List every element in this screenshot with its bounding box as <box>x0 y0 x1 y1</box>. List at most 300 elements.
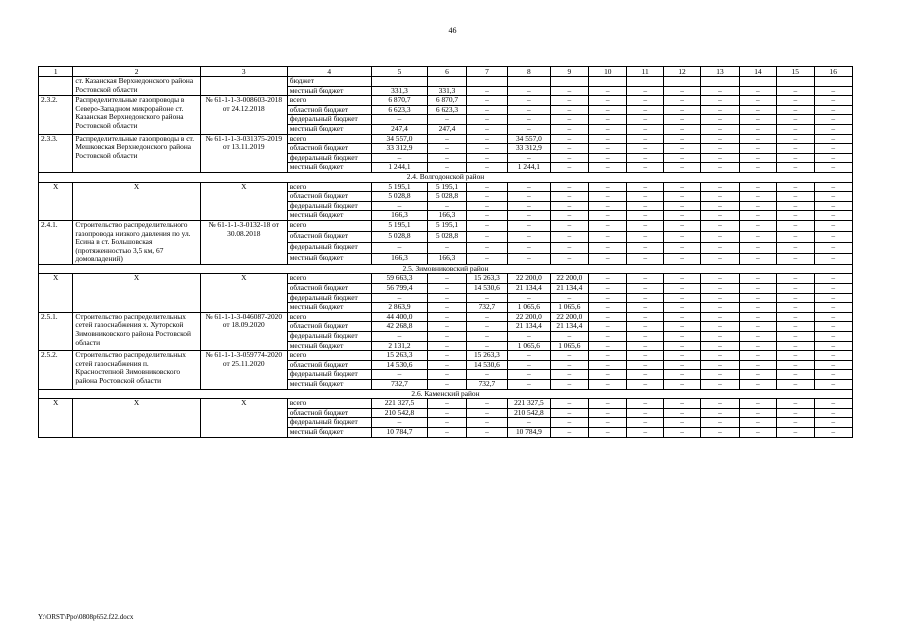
amount-cell: – <box>701 408 739 418</box>
amount-cell: – <box>663 370 700 380</box>
funding-source: местный бюджет <box>287 303 371 313</box>
amount-cell: 33 312,9 <box>371 144 428 154</box>
amount-cell: – <box>739 408 776 418</box>
amount-cell: – <box>627 322 663 332</box>
amount-cell: – <box>663 274 700 284</box>
amount-cell: – <box>739 96 776 106</box>
amount-cell: – <box>627 360 663 370</box>
funding-source: федеральный бюджет <box>287 201 371 211</box>
amount-cell: – <box>663 201 700 211</box>
amount-cell: – <box>550 192 588 202</box>
amount-cell: – <box>428 242 466 253</box>
amount-cell: 5 195,1 <box>428 220 466 231</box>
funding-source: всего <box>287 96 371 106</box>
amount-cell: – <box>428 370 466 380</box>
amount-cell: – <box>701 105 739 115</box>
amount-cell: – <box>777 105 814 115</box>
funding-source: местный бюджет <box>287 427 371 437</box>
amount-cell: – <box>508 360 550 370</box>
table-row <box>39 220 853 231</box>
expertise-ref: Х <box>200 399 287 437</box>
amount-cell: – <box>663 253 700 264</box>
funding-source: федеральный бюджет <box>287 370 371 380</box>
amount-cell: – <box>627 303 663 313</box>
amount-cell: 2 131,2 <box>371 341 428 351</box>
amount-cell: 6 623,3 <box>428 105 466 115</box>
item-name: Строительство распределительных сетей газоснабжения х. Хуторской Зимовниковского района Ростовской области <box>73 312 200 350</box>
expertise-ref: № 61-1-1-3-031375-2019 от 13.11.2019 <box>200 134 287 172</box>
amount-cell: – <box>508 220 550 231</box>
amount-cell: 1 065,6 <box>508 303 550 313</box>
amount-cell: – <box>701 341 739 351</box>
amount-cell: – <box>663 96 700 106</box>
funding-source: всего <box>287 312 371 322</box>
amount-cell: 21 134,4 <box>550 322 588 332</box>
item-name: Х <box>73 274 200 312</box>
amount-cell: – <box>777 134 814 144</box>
amount-cell: – <box>428 163 466 173</box>
amount-cell: – <box>739 105 776 115</box>
amount-cell: – <box>508 211 550 221</box>
amount-cell: – <box>371 370 428 380</box>
amount-cell: – <box>663 134 700 144</box>
amount-cell: – <box>550 380 588 390</box>
amount-cell: 10 784,9 <box>508 427 550 437</box>
funding-source: всего <box>287 399 371 409</box>
amount-cell: – <box>663 182 700 192</box>
header-cell: 5 <box>371 67 428 77</box>
amount-cell: – <box>814 242 853 253</box>
header-cell: 7 <box>466 67 507 77</box>
item-name: Распределительные газопроводы в Северо-Западном микрорайоне ст. Казанская Верхнедонского района Ростовской области <box>73 96 200 134</box>
amount-cell: 22 200,0 <box>550 312 588 322</box>
amount-cell: – <box>466 293 507 303</box>
amount-cell: – <box>589 134 627 144</box>
amount-cell: – <box>701 427 739 437</box>
header-cell: 15 <box>777 67 814 77</box>
amount-cell: – <box>508 201 550 211</box>
amount-cell: – <box>739 182 776 192</box>
amount-cell: – <box>627 351 663 361</box>
amount-cell: – <box>777 370 814 380</box>
amount-cell: – <box>814 134 853 144</box>
amount-cell: – <box>814 332 853 342</box>
amount-cell: – <box>466 341 507 351</box>
amount-cell: – <box>371 418 428 428</box>
amount-cell: – <box>627 253 663 264</box>
item-name: Распределительные газопроводы в ст. Мешковская Верхнедонского района Ростовской области <box>73 134 200 172</box>
amount-cell: – <box>466 115 507 125</box>
amount-cell: – <box>371 332 428 342</box>
item-number: 2.5.1. <box>39 312 73 350</box>
amount-cell: – <box>777 274 814 284</box>
amount-cell: 1 244,1 <box>508 163 550 173</box>
amount-cell: – <box>739 351 776 361</box>
amount-cell: – <box>466 220 507 231</box>
header-cell: 9 <box>550 67 588 77</box>
header-cell: 14 <box>739 67 776 77</box>
amount-cell: – <box>701 242 739 253</box>
amount-cell: – <box>589 427 627 437</box>
amount-cell: – <box>777 163 814 173</box>
amount-cell: – <box>508 293 550 303</box>
amount-cell: – <box>550 399 588 409</box>
amount-cell: 59 663,3 <box>371 274 428 284</box>
funding-source: всего <box>287 134 371 144</box>
table-row <box>39 77 853 87</box>
funding-source: областной бюджет <box>287 360 371 370</box>
amount-cell: – <box>508 192 550 202</box>
amount-cell: – <box>663 211 700 221</box>
amount-cell: – <box>739 427 776 437</box>
amount-cell: – <box>550 144 588 154</box>
amount-cell: – <box>589 332 627 342</box>
amount-cell: – <box>466 370 507 380</box>
amount-cell: – <box>814 380 853 390</box>
amount-cell: – <box>777 242 814 253</box>
amount-cell: – <box>663 293 700 303</box>
amount-cell: – <box>550 220 588 231</box>
amount-cell: 34 557,0 <box>371 134 428 144</box>
amount-cell: – <box>371 293 428 303</box>
amount-cell: – <box>814 86 853 96</box>
amount-cell: – <box>777 322 814 332</box>
header-cell: 10 <box>589 67 627 77</box>
amount-cell: – <box>589 182 627 192</box>
amount-cell: – <box>508 115 550 125</box>
amount-cell: – <box>466 322 507 332</box>
amount-cell: – <box>589 312 627 322</box>
amount-cell: – <box>739 380 776 390</box>
amount-cell: 210 542,8 <box>371 408 428 418</box>
amount-cell: – <box>814 231 853 242</box>
amount-cell: – <box>814 153 853 163</box>
amount-cell: – <box>550 163 588 173</box>
item-number: Х <box>39 399 73 437</box>
funding-source: областной бюджет <box>287 105 371 115</box>
amount-cell: – <box>814 144 853 154</box>
amount-cell: – <box>701 192 739 202</box>
item-number <box>39 77 73 96</box>
table-row <box>39 274 853 284</box>
amount-cell: – <box>701 153 739 163</box>
funding-source: федеральный бюджет <box>287 332 371 342</box>
item-name: ст. Казанская Верхнедонского района Ростовской области <box>73 77 200 96</box>
amount-cell: – <box>627 96 663 106</box>
amount-cell: – <box>589 201 627 211</box>
amount-cell: – <box>589 418 627 428</box>
amount-cell: – <box>739 201 776 211</box>
amount-cell: – <box>663 332 700 342</box>
amount-cell: – <box>627 105 663 115</box>
amount-cell: – <box>428 201 466 211</box>
amount-cell: – <box>663 220 700 231</box>
amount-cell: – <box>466 427 507 437</box>
amount-cell: – <box>428 144 466 154</box>
amount-cell: – <box>777 86 814 96</box>
amount-cell: – <box>508 182 550 192</box>
amount-cell: – <box>739 399 776 409</box>
amount-cell: – <box>550 408 588 418</box>
amount-cell: 14 530,6 <box>371 360 428 370</box>
amount-cell: – <box>814 341 853 351</box>
amount-cell: – <box>589 351 627 361</box>
amount-cell: 6 870,7 <box>428 96 466 106</box>
amount-cell: – <box>777 284 814 294</box>
amount-cell: 221 327,5 <box>508 399 550 409</box>
amount-cell: – <box>739 332 776 342</box>
amount-cell: – <box>508 351 550 361</box>
amount-cell: – <box>739 312 776 322</box>
amount-cell: – <box>466 242 507 253</box>
amount-cell: 44 400,0 <box>371 312 428 322</box>
amount-cell: – <box>701 124 739 134</box>
amount-cell: 331,3 <box>428 86 466 96</box>
amount-cell: 15 263,3 <box>466 274 507 284</box>
amount-cell: – <box>701 370 739 380</box>
amount-cell: – <box>663 115 700 125</box>
amount-cell: – <box>466 312 507 322</box>
amount-cell: – <box>466 192 507 202</box>
amount-cell: – <box>701 134 739 144</box>
amount-cell: 331,3 <box>371 86 428 96</box>
amount-cell: – <box>663 360 700 370</box>
amount-cell: – <box>589 408 627 418</box>
funding-source: федеральный бюджет <box>287 418 371 428</box>
amount-cell: – <box>663 192 700 202</box>
amount-cell: – <box>589 231 627 242</box>
amount-cell: – <box>508 96 550 106</box>
amount-cell: – <box>777 96 814 106</box>
amount-cell: – <box>428 293 466 303</box>
amount-cell: 221 327,5 <box>371 399 428 409</box>
amount-cell: – <box>466 418 507 428</box>
header-cell: 4 <box>287 67 371 77</box>
amount-cell: – <box>777 408 814 418</box>
amount-cell: – <box>589 341 627 351</box>
amount-cell: – <box>739 134 776 144</box>
amount-cell: – <box>466 124 507 134</box>
amount-cell: – <box>466 182 507 192</box>
amount-cell: – <box>589 220 627 231</box>
amount-cell: – <box>627 370 663 380</box>
amount-cell: 21 134,4 <box>508 322 550 332</box>
amount-cell: – <box>701 182 739 192</box>
expertise-ref: № 61-1-1-3-0132-18 от 30.08.2018 <box>200 220 287 264</box>
amount-cell: – <box>663 144 700 154</box>
amount-cell: – <box>814 351 853 361</box>
table-row <box>39 312 853 322</box>
funding-source: областной бюджет <box>287 144 371 154</box>
header-cell: 12 <box>663 67 700 77</box>
amount-cell: 247,4 <box>428 124 466 134</box>
funding-source: местный бюджет <box>287 253 371 264</box>
amount-cell: – <box>663 322 700 332</box>
amount-cell: – <box>550 360 588 370</box>
footer-path: Y:\ORST\Ppo\0808p652.f22.docx <box>38 613 134 621</box>
amount-cell: – <box>550 351 588 361</box>
amount-cell: – <box>589 399 627 409</box>
amount-cell: – <box>550 231 588 242</box>
amount-cell: 1 065,6 <box>550 303 588 313</box>
amount-cell: – <box>550 332 588 342</box>
amount-cell: – <box>663 312 700 322</box>
amount-cell: – <box>466 96 507 106</box>
amount-cell: 732,7 <box>371 380 428 390</box>
amount-cell: – <box>777 211 814 221</box>
funding-source: местный бюджет <box>287 124 371 134</box>
amount-cell: 1 065,6 <box>550 341 588 351</box>
amount-cell: – <box>777 182 814 192</box>
amount-cell: 166,3 <box>428 253 466 264</box>
table-row <box>39 399 853 409</box>
amount-cell: – <box>814 124 853 134</box>
amount-cell: – <box>814 115 853 125</box>
item-number: Х <box>39 182 73 220</box>
amount-cell: – <box>508 124 550 134</box>
amount-cell: – <box>550 427 588 437</box>
amount-cell: 166,3 <box>428 211 466 221</box>
amount-cell: – <box>466 153 507 163</box>
amount-cell: – <box>777 201 814 211</box>
amount-cell: – <box>701 211 739 221</box>
amount-cell: – <box>371 153 428 163</box>
amount-cell: 5 195,1 <box>371 220 428 231</box>
amount-cell: – <box>777 253 814 264</box>
expertise-ref <box>200 77 287 96</box>
amount-cell: – <box>777 231 814 242</box>
amount-cell: – <box>701 418 739 428</box>
amount-cell: – <box>777 332 814 342</box>
amount-cell: – <box>627 242 663 253</box>
amount-cell: – <box>814 182 853 192</box>
amount-cell: – <box>508 380 550 390</box>
amount-cell <box>739 77 776 87</box>
amount-cell: – <box>739 293 776 303</box>
amount-cell: 732,7 <box>466 303 507 313</box>
amount-cell: – <box>777 341 814 351</box>
amount-cell: – <box>589 293 627 303</box>
amount-cell: – <box>701 96 739 106</box>
amount-cell: – <box>508 105 550 115</box>
amount-cell: – <box>589 284 627 294</box>
header-row <box>39 67 853 77</box>
amount-cell: – <box>663 418 700 428</box>
header-cell: 13 <box>701 67 739 77</box>
amount-cell: – <box>627 341 663 351</box>
item-number: 2.5.2. <box>39 351 73 389</box>
amount-cell: – <box>428 427 466 437</box>
amount-cell: – <box>428 399 466 409</box>
amount-cell: – <box>589 144 627 154</box>
amount-cell: – <box>701 220 739 231</box>
amount-cell: – <box>428 115 466 125</box>
amount-cell: – <box>627 211 663 221</box>
amount-cell: – <box>550 86 588 96</box>
amount-cell: – <box>428 408 466 418</box>
amount-cell <box>627 77 663 87</box>
amount-cell: – <box>663 231 700 242</box>
amount-cell: – <box>428 284 466 294</box>
amount-cell: – <box>739 163 776 173</box>
amount-cell: – <box>508 332 550 342</box>
amount-cell: 21 134,4 <box>550 284 588 294</box>
amount-cell: – <box>701 312 739 322</box>
amount-cell: 5 195,1 <box>428 182 466 192</box>
amount-cell: – <box>739 220 776 231</box>
section-title: 2.5. Зимовниковский район <box>39 264 853 274</box>
amount-cell: – <box>663 341 700 351</box>
amount-cell: – <box>508 153 550 163</box>
amount-cell: – <box>739 370 776 380</box>
amount-cell: 56 799,4 <box>371 284 428 294</box>
amount-cell: 21 134,4 <box>508 284 550 294</box>
amount-cell: – <box>701 144 739 154</box>
header-cell: 11 <box>627 67 663 77</box>
amount-cell: – <box>777 115 814 125</box>
amount-cell: – <box>589 86 627 96</box>
amount-cell: – <box>466 253 507 264</box>
amount-cell: – <box>814 105 853 115</box>
amount-cell: – <box>814 408 853 418</box>
amount-cell: – <box>627 293 663 303</box>
amount-cell: 5 195,1 <box>371 182 428 192</box>
amount-cell: – <box>428 322 466 332</box>
expertise-ref: № 61-1-1-3-046087-2020 от 18.09.2020 <box>200 312 287 350</box>
funding-source: областной бюджет <box>287 192 371 202</box>
amount-cell: – <box>466 231 507 242</box>
amount-cell: – <box>627 418 663 428</box>
amount-cell: – <box>589 370 627 380</box>
funding-source: всего <box>287 220 371 231</box>
amount-cell: – <box>550 211 588 221</box>
amount-cell: – <box>466 163 507 173</box>
funding-source: федеральный бюджет <box>287 153 371 163</box>
header-cell: 16 <box>814 67 853 77</box>
amount-cell: – <box>814 418 853 428</box>
section-row <box>39 264 853 274</box>
amount-cell: 14 530,6 <box>466 360 507 370</box>
amount-cell: – <box>508 231 550 242</box>
amount-cell <box>663 77 700 87</box>
amount-cell: – <box>371 115 428 125</box>
amount-cell: 5 028,8 <box>428 231 466 242</box>
amount-cell: – <box>466 201 507 211</box>
amount-cell: – <box>589 303 627 313</box>
amount-cell: – <box>428 380 466 390</box>
amount-cell: – <box>508 86 550 96</box>
amount-cell: 14 530,6 <box>466 284 507 294</box>
amount-cell: – <box>701 163 739 173</box>
amount-cell: – <box>663 408 700 418</box>
amount-cell <box>508 77 550 87</box>
amount-cell: – <box>739 211 776 221</box>
amount-cell: 5 028,8 <box>428 192 466 202</box>
amount-cell: – <box>627 399 663 409</box>
amount-cell: – <box>814 163 853 173</box>
amount-cell: – <box>550 115 588 125</box>
amount-cell: – <box>814 303 853 313</box>
amount-cell: – <box>663 105 700 115</box>
amount-cell: 42 268,8 <box>371 322 428 332</box>
amount-cell: – <box>663 351 700 361</box>
amount-cell: – <box>550 134 588 144</box>
amount-cell: – <box>589 274 627 284</box>
amount-cell <box>371 77 428 87</box>
amount-cell: – <box>739 284 776 294</box>
amount-cell: 5 028,8 <box>371 231 428 242</box>
amount-cell: – <box>663 86 700 96</box>
